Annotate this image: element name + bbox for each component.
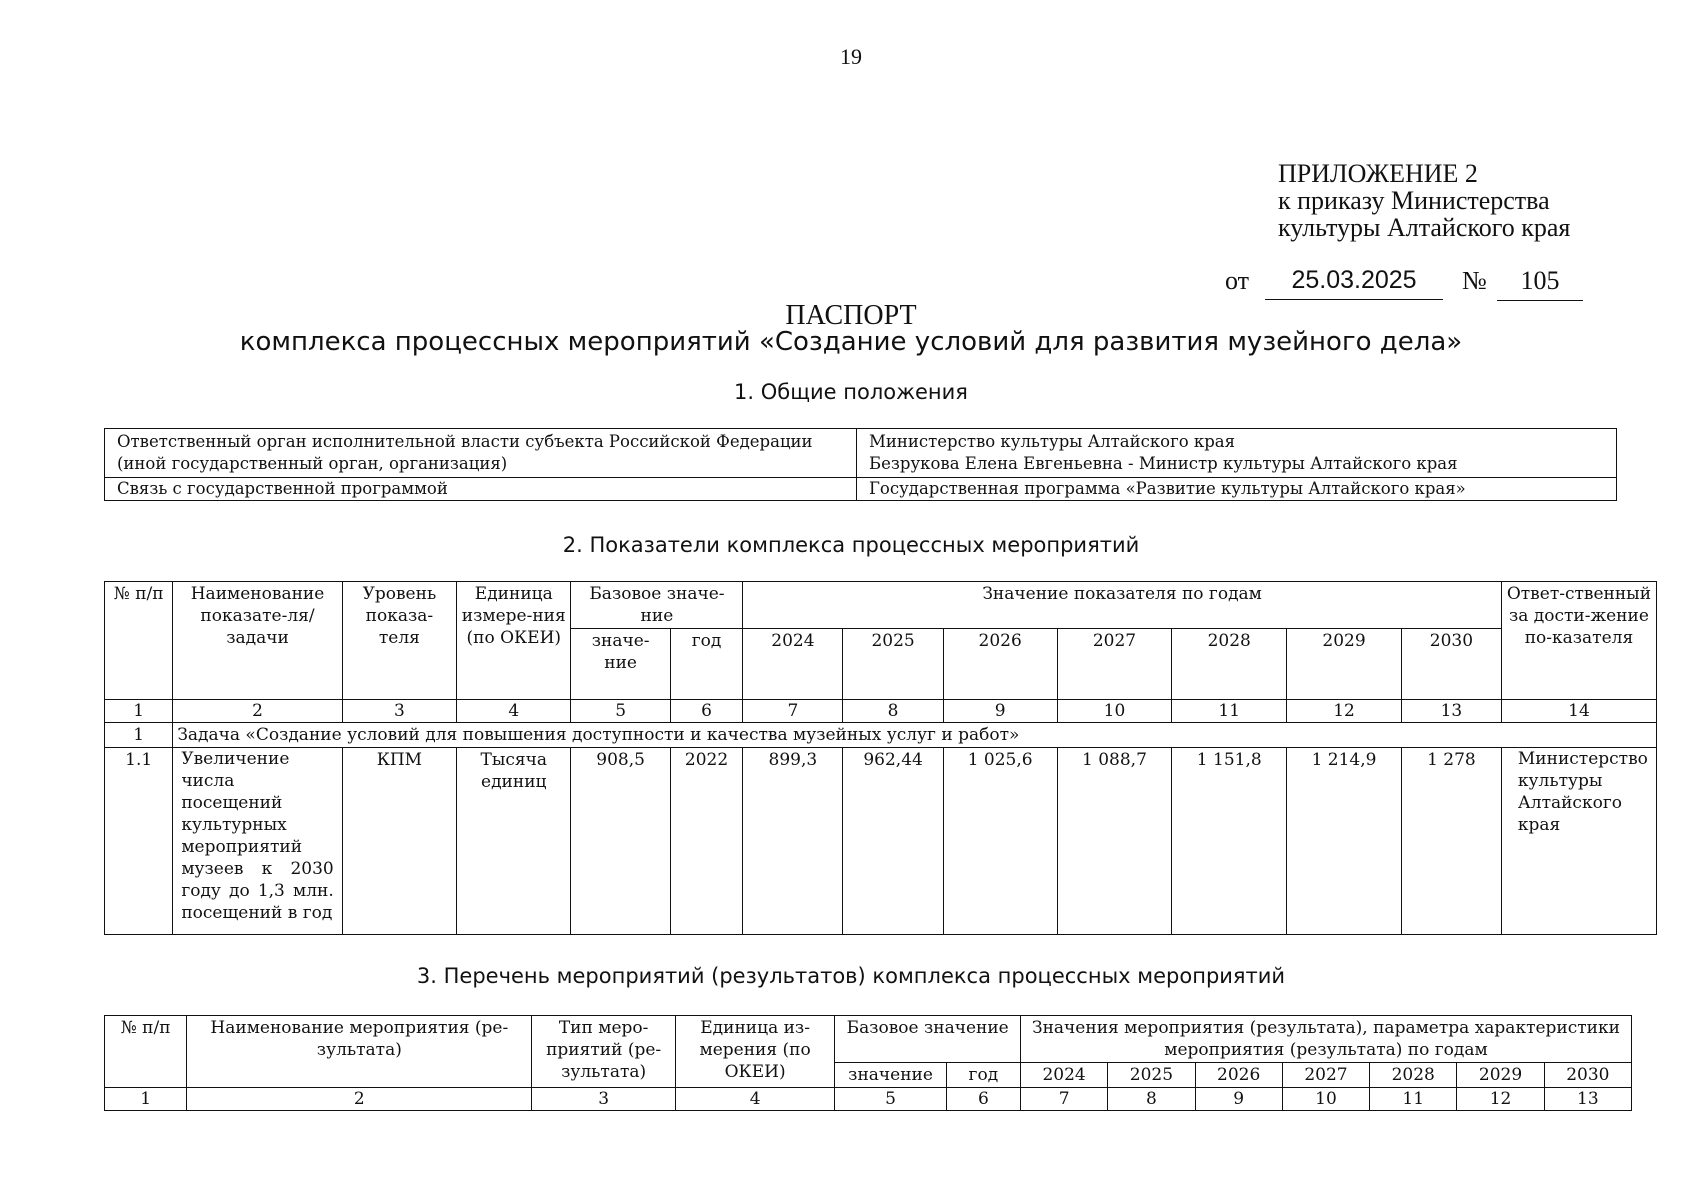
appendix-title: ПРИЛОЖЕНИЕ 2 <box>1278 159 1478 188</box>
page-number: 19 <box>840 44 862 69</box>
col-number: 11 <box>1172 700 1287 723</box>
header-name: Наименование показате-ля/задачи <box>173 582 342 700</box>
col-number: 9 <box>943 700 1057 723</box>
task-num: 1 <box>105 723 173 748</box>
col-number: 3 <box>342 700 456 723</box>
col-number: 1 <box>105 700 173 723</box>
col-number: 6 <box>670 700 743 723</box>
col-number: 12 <box>1287 700 1402 723</box>
header-base-value: значение <box>835 1063 946 1088</box>
col-number: 12 <box>1457 1088 1544 1111</box>
header-year: 2026 <box>943 629 1057 700</box>
header-base: Базовое значе-ние <box>571 582 743 629</box>
header-by-years: Значения мероприятия (результата), параметра характеристики мероприятия (результата) по годам <box>1020 1016 1631 1063</box>
header-year: 2029 <box>1457 1063 1544 1088</box>
table-row <box>105 429 1617 478</box>
document-title: ПАСПОРТ <box>785 300 917 331</box>
indicator-value: 1 025,6 <box>943 748 1057 935</box>
col-number: 14 <box>1501 700 1656 723</box>
indicators-table <box>104 581 1657 935</box>
order-number: 105 <box>1497 266 1583 301</box>
appendix-header <box>1278 160 1570 241</box>
header-base: Базовое значение <box>835 1016 1021 1063</box>
header-year: 2024 <box>743 629 843 700</box>
indicator-value: 962,44 <box>843 748 943 935</box>
header-base-year: год <box>670 629 743 700</box>
task-text: Задача «Создание условий для повышения доступности и качества музейных услуг и работ» <box>173 723 1657 748</box>
responsible-body-value: Министерство культуры Алтайского края Безрукова Елена Евгеньевна - Министр культуры Алтайского края <box>857 429 1617 478</box>
indicator-value: 1 151,8 <box>1172 748 1287 935</box>
col-number: 2 <box>187 1088 532 1111</box>
col-number: 8 <box>843 700 943 723</box>
indicator-value: 1 214,9 <box>1287 748 1402 935</box>
col-number: 9 <box>1195 1088 1282 1111</box>
header-year: 2029 <box>1287 629 1402 700</box>
indicator-name: Увеличение числа посещений культурных мероприятий музеев к 2030 году до 1,3 млн. посещений в год <box>173 748 342 935</box>
header-year: 2028 <box>1172 629 1287 700</box>
col-number: 6 <box>946 1088 1020 1111</box>
order-number-label: № <box>1462 266 1487 295</box>
header-num: № п/п <box>105 582 173 700</box>
col-number: 10 <box>1282 1088 1369 1111</box>
section-2-heading: 2. Показатели комплекса процессных мероприятий <box>562 533 1140 557</box>
indicator-num: 1.1 <box>105 748 173 935</box>
indicator-value: 1 278 <box>1401 748 1501 935</box>
indicator-base-value: 908,5 <box>571 748 670 935</box>
indicator-unit: Тысяча единиц <box>457 748 571 935</box>
indicator-level: КПМ <box>342 748 456 935</box>
col-number: 2 <box>173 700 342 723</box>
col-number: 3 <box>532 1088 675 1111</box>
col-number: 7 <box>1020 1088 1107 1111</box>
header-level: Уровень показа-теля <box>342 582 456 700</box>
indicator-value: 899,3 <box>743 748 843 935</box>
indicator-responsible: Министерство культуры Алтайского края <box>1501 748 1656 935</box>
order-date: 25.03.2025 <box>1265 266 1443 300</box>
col-number: 5 <box>835 1088 946 1111</box>
header-year: 2025 <box>843 629 943 700</box>
col-number: 5 <box>571 700 670 723</box>
column-numbers-row <box>105 700 1657 723</box>
col-number: 10 <box>1057 700 1172 723</box>
order-from-label: от <box>1225 266 1250 295</box>
header-year: 2025 <box>1108 1063 1195 1088</box>
indicator-value: 1 088,7 <box>1057 748 1172 935</box>
section-3-heading: 3. Перечень мероприятий (результатов) комплекса процессных мероприятий <box>416 964 1286 988</box>
indicator-row <box>105 748 1657 935</box>
general-provisions-table <box>104 428 1617 501</box>
header-year: 2028 <box>1370 1063 1457 1088</box>
appendix-line-3: культуры Алтайского края <box>1278 213 1571 242</box>
header-year: 2030 <box>1401 629 1501 700</box>
table-row <box>105 478 1617 501</box>
activities-table <box>104 1015 1632 1111</box>
appendix-line-2: к приказу Министерства <box>1278 186 1550 215</box>
header-year: 2024 <box>1020 1063 1107 1088</box>
program-link-value: Государственная программа «Развитие культуры Алтайского края» <box>857 478 1617 501</box>
column-numbers-row <box>105 1088 1632 1111</box>
col-number: 1 <box>105 1088 187 1111</box>
header-unit: Единица из-мерения (по ОКЕИ) <box>675 1016 835 1088</box>
program-link-label: Связь с государственной программой <box>105 478 857 501</box>
indicator-base-year: 2022 <box>670 748 743 935</box>
col-number: 7 <box>743 700 843 723</box>
header-responsible: Ответ-ственный за дости-жение по-казателя <box>1501 582 1656 700</box>
col-number: 4 <box>675 1088 835 1111</box>
col-number: 13 <box>1401 700 1501 723</box>
header-year: 2027 <box>1057 629 1172 700</box>
header-base-value: значе-ние <box>571 629 670 700</box>
col-number: 11 <box>1370 1088 1457 1111</box>
header-name: Наименование мероприятия (ре-зультата) <box>187 1016 532 1088</box>
col-number: 4 <box>457 700 571 723</box>
task-row <box>105 723 1657 748</box>
section-1-heading: 1. Общие положения <box>734 380 968 404</box>
header-year: 2027 <box>1282 1063 1369 1088</box>
col-number: 8 <box>1108 1088 1195 1111</box>
header-unit: Единица измере-ния (по ОКЕИ) <box>457 582 571 700</box>
col-number: 13 <box>1544 1088 1631 1111</box>
header-year: 2026 <box>1195 1063 1282 1088</box>
header-base-year: год <box>946 1063 1020 1088</box>
responsible-body-label: Ответственный орган исполнительной власти субъекта Российской Федерации (иной государственный орган, организация) <box>105 429 857 478</box>
header-by-years: Значение показателя по годам <box>743 582 1502 629</box>
header-type: Тип меро-приятий (ре-зультата) <box>532 1016 675 1088</box>
document-subtitle: комплекса процессных мероприятий «Создание условий для развития музейного дела» <box>239 327 1463 357</box>
header-num: № п/п <box>105 1016 187 1088</box>
header-year: 2030 <box>1544 1063 1631 1088</box>
